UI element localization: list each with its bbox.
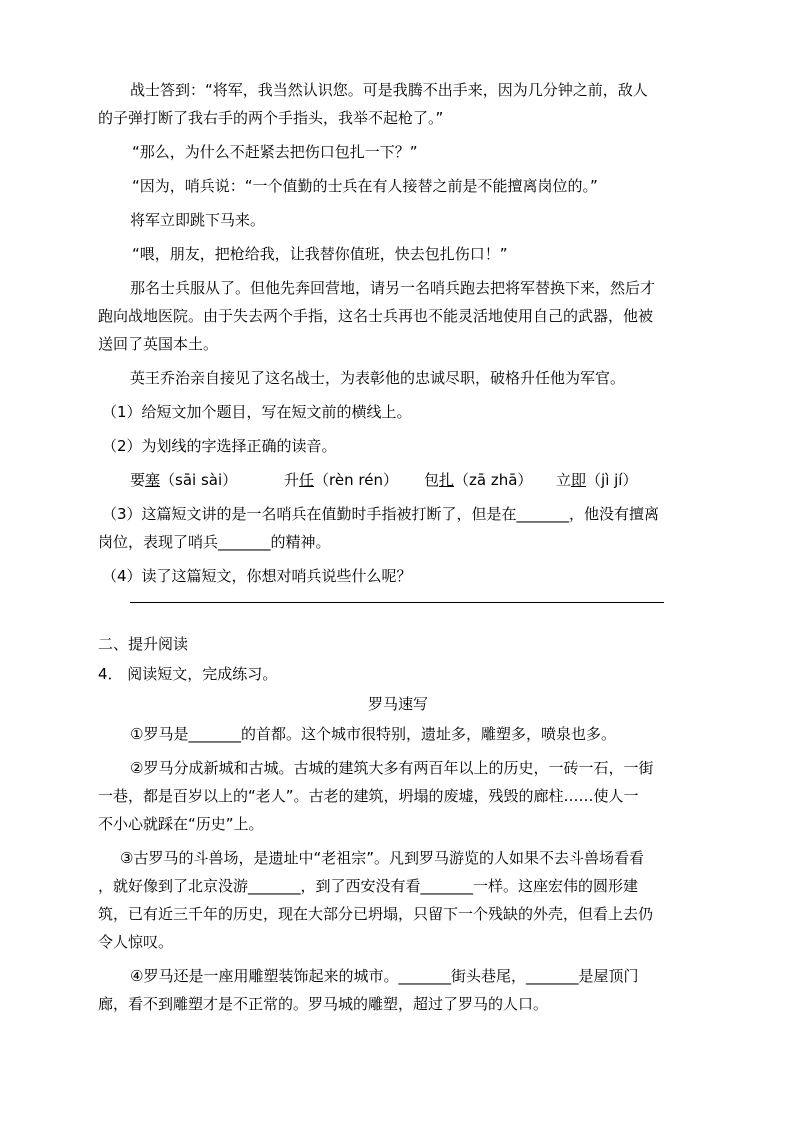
story-line: 将军立即跳下马来。 (130, 211, 266, 229)
story-line: “因为，哨兵说：“一个值勤的士兵在有人接替之前是不能擅离岗位的。” (132, 177, 598, 195)
story-line: “那么，为什么不赶紧去把伤口包扎一下？” (132, 143, 418, 161)
pinyin-choice: 升任（rèn rén） (284, 471, 398, 489)
passage-line: ，就好像到了北京没游_______，到了西安没有看_______一样。这座宏伟的圆形建 (98, 877, 639, 895)
passage-line: ②罗马分成新城和古城。古城的建筑大多有两百年以上的历史，一砖一石，一街 (130, 759, 654, 777)
underlined-char: 即 (571, 471, 587, 489)
passage-line: 不小心就踩在“历史”上。 (98, 815, 264, 833)
story-line: 跑向战地医院。由于失去两个手指，这名士兵再也不能灵活地使用自己的武器，他被 (98, 307, 654, 325)
passage-line: ③古罗马的斗兽场，是遗址中“老祖宗”。凡到罗马游览的人如果不去斗兽场看看 (120, 849, 644, 867)
story-line: “喂，朋友，把枪给我，让我替你值班，快去包扎伤口！” (132, 245, 508, 263)
answer-line[interactable] (130, 602, 664, 603)
passage-line: 筑，已有近三千年的历史，现在大部分已坍塌，只留下一个残缺的外壳，但看上去仍 (98, 905, 654, 923)
story-line: 的子弹打断了我右手的两个手指头，我举不起枪了。” (98, 109, 444, 127)
story-line: 那名士兵服从了。但他先奔回营地，请另一名哨兵跑去把将军替换下来，然后才 (130, 279, 656, 297)
passage-title: 罗马速写 (367, 695, 428, 713)
question-3-cont: 岗位，表现了哨兵_______的精神。 (98, 533, 331, 551)
pinyin-choice: 立即（jì jí） (556, 471, 638, 489)
passage-line: 廊，看不到雕塑才是不正常的。罗马城的雕塑，超过了罗马的人口。 (98, 995, 549, 1013)
question-label: 4． 阅读短文，完成练习。 (98, 665, 278, 683)
question-2: （2）为划线的字选择正确的读音。 (102, 437, 337, 455)
question-3: （3）这篇短文讲的是一名哨兵在值勤时手指被打断了，但是在_______，他没有擅离 (102, 505, 660, 523)
story-line: 送回了英国本土。 (98, 335, 219, 353)
question-1: （1）给短文加个题目，写在短文前的横线上。 (102, 403, 412, 421)
story-line: 战士答到：“将军，我当然认识您。可是我腾不出手来，因为几分钟之前，敌人 (130, 81, 648, 99)
pinyin-choice: 包扎（zā zhā） (424, 471, 533, 489)
question-4: （4）读了这篇短文，你想对哨兵说些什么呢？ (102, 567, 412, 585)
story-line: 英王乔治亲自接见了这名战士，为表彰他的忠诚尽职，破格升任他为军官。 (130, 369, 626, 387)
underlined-char: 塞 (145, 471, 161, 489)
underlined-char: 扎 (439, 471, 455, 489)
passage-line: 一巷，都是百岁以上的“老人”。古老的建筑，坍塌的废墟，残毁的廊柱……使人一 (98, 787, 639, 805)
underlined-char: 任 (299, 471, 315, 489)
section-heading: 二、提升阅读 (98, 635, 189, 653)
passage-line: ④罗马还是一座用雕塑装饰起来的城市。_______街头巷尾，_______是屋顶门 (130, 967, 639, 985)
passage-line: 令人惊叹。 (98, 933, 174, 951)
pinyin-choice: 要塞（sāi sài） (130, 471, 238, 489)
passage-line: ①罗马是_______的首都。这个城市很特别，遗址多，雕塑多，喷泉也多。 (130, 725, 616, 743)
